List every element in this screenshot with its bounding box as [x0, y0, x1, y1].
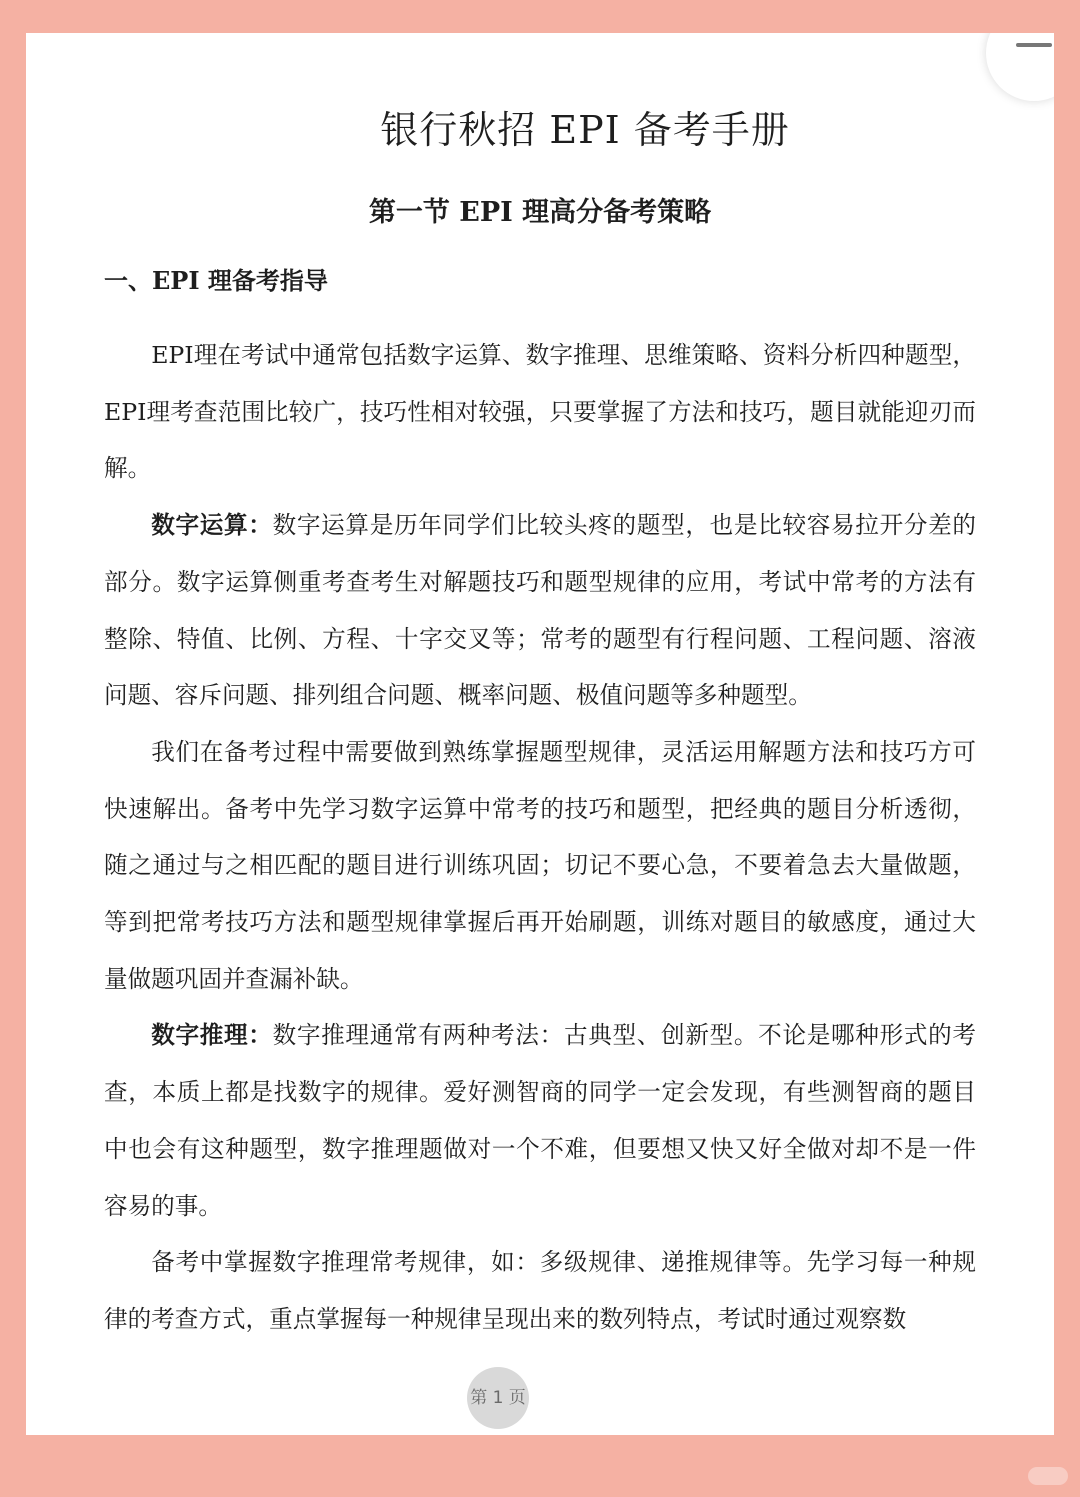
menu-button[interactable]: [986, 33, 1054, 101]
paragraph: [104, 724, 976, 1008]
body-text: [104, 327, 976, 1348]
paragraph-text: 数字推理通常有两种考法：古典型、创新型。不论是哪种形式的考查，本质上都是找数字的规律。爱好测智商的同学一定会发现，有些测智商的题目中也会有这种题型，数字推理题做对一个不难，但要想又快又好全做对却不是一件容易的事。: [104, 1021, 977, 1220]
section-title: 第一节 EPI 理高分备考策略: [368, 197, 712, 228]
paragraph-text: 备考中掌握数字推理常考规律，如：多级规律、递推规律等。先学习每一种规律的考查方式，重点掌握每一种规律呈现出来的数列特点，考试时通过观察数: [104, 1248, 976, 1333]
paragraph-text: EPI理在考试中通常包括数字运算、数字推理、思维策略、资料分析四种题型，EPI理考查范围比较广，技巧性相对较强，只要掌握了方法和技巧，题目就能迎刃而解。: [104, 341, 976, 483]
document-title: 银行秋招 EPI 备考手册: [380, 108, 790, 152]
paragraph-text: 数字运算是历年同学们比较头疼的题型，也是比较容易拉开分差的部分。数字运算侧重考查考生对解题技巧和题型规律的应用，考试中常考的方法有整除、特值、比例、方程、十字交叉等；常考的题型有行程问题、工程问题、溶液问题、容斥问题、排列组合问题、概率问题、极值问题等多种题型。: [104, 511, 977, 710]
paragraph: [104, 1007, 976, 1234]
paragraph-lead: 数字运算：: [151, 511, 273, 540]
paragraph-lead: 数字推理：: [151, 1021, 273, 1050]
watermark: [1028, 1467, 1068, 1485]
paragraph-text: 我们在备考过程中需要做到熟练掌握题型规律，灵活运用解题方法和技巧方可快速解出。备考中先学习数字运算中常考的技巧和题型，把经典的题目分析透彻，随之通过与之相匹配的题目进行训练巩固；切记不要心急，不要着急去大量做题，等到把常考技巧方法和题型规律掌握后再开始刷题，训练对题目的敏感度，通过大量做题巩固并查漏补缺。: [104, 737, 976, 993]
menu-icon: [1016, 43, 1052, 47]
paragraph: [104, 1234, 976, 1347]
paragraph: [104, 497, 976, 724]
page-number-badge: 第 1 页: [467, 1367, 529, 1429]
document-page: [26, 33, 1054, 1435]
subheading: 一、EPI 理备考指导: [104, 266, 328, 295]
paragraph: [104, 327, 976, 497]
